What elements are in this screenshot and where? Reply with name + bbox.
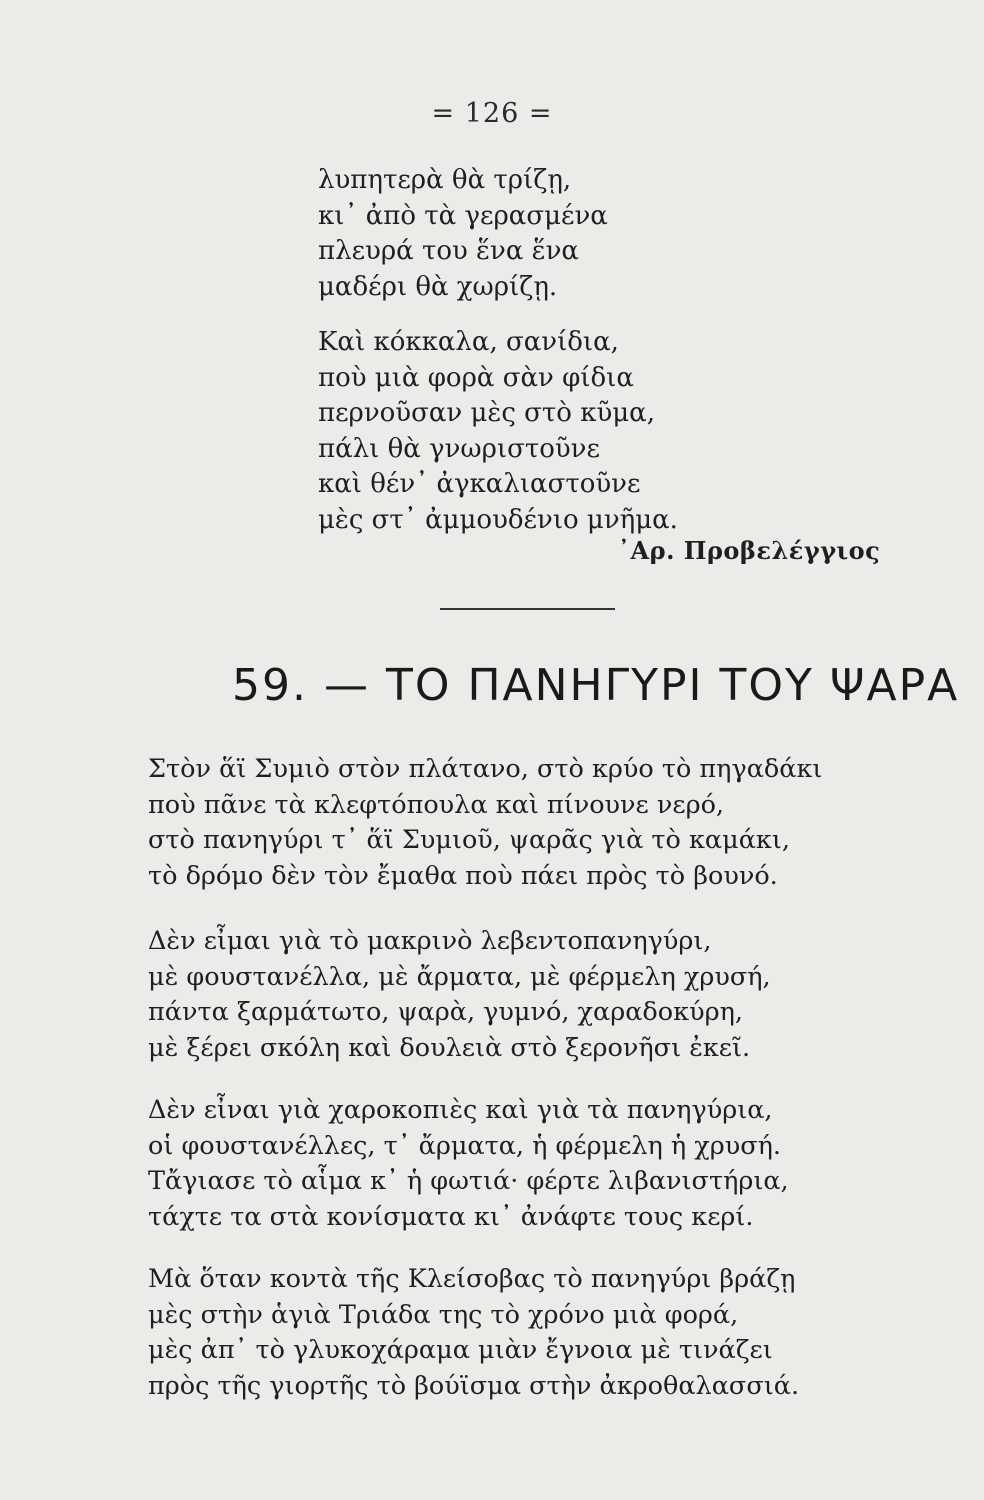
verse-line: μὲς στ᾿ ἀμμουδένιο μνῆμα. — [318, 504, 678, 535]
section-title: 59. — ΤΟ ΠΑΝΗΓΥΡΙ ΤΟΥ ΨΑΡΑ — [232, 660, 960, 711]
page-number: = 126 = — [431, 98, 553, 129]
verse-line: ποὺ μιὰ φορὰ σὰν φίδια — [318, 362, 634, 393]
verse-line: Καὶ κόκκαλα, σανίδια, — [318, 327, 619, 357]
verse-line: μὲ φουστανέλλα, μὲ ἄρματα, μὲ φέρμελη χρυσή, — [148, 961, 771, 992]
verse-line: πάλι θὰ γνωριστοῦνε — [318, 433, 600, 464]
verse-line: μὲ ξέρει σκόλη καὶ δουλειὰ στὸ ξερονῆσι ἐκεῖ. — [148, 1032, 751, 1063]
verse-line: στὸ πανηγύρι τ᾿ ἅϊ Συμιοῦ, ψαρᾶς γιὰ τὸ καμάκι, — [148, 825, 790, 855]
verse-line: Δὲν εἶμαι γιὰ τὸ μακρινὸ λεβεντοπανηγύρι, — [148, 926, 712, 956]
poem2-stanza-4 — [148, 1262, 799, 1404]
verse-line: μὲς στὴν ἁγιὰ Τριάδα της τὸ χρόνο μιὰ φορά, — [148, 1299, 739, 1330]
poem2-stanza-2 — [148, 924, 771, 1066]
verse-line: πάντα ξαρμάτωτο, ψαρὰ, γυμνό, χαραδοκύρη, — [148, 997, 743, 1027]
verse-line: μαδέρι θὰ χωρίζῃ. — [318, 271, 558, 302]
verse-line: καὶ θέν᾿ ἀγκαλιαστοῦνε — [318, 469, 641, 499]
verse-line: πρὸς τῆς γιορτῆς τὸ βούϊσμα στὴν ἀκροθαλασσιά. — [148, 1370, 800, 1401]
verse-line: κι᾿ ἀπὸ τὰ γερασμένα — [318, 200, 608, 231]
verse-line: ποὺ πᾶνε τὰ κλεφτόπουλα καὶ πίνουνε νερό, — [148, 789, 725, 820]
verse-line: τάχτε τα στὰ κονίσματα κι᾿ ἀνάφτε τους κερί. — [148, 1201, 754, 1232]
verse-line: Στὸν ἅϊ Συμιὸ στὸν πλάτανο, στὸ κρύο τὸ πηγαδάκι — [148, 754, 823, 784]
section-divider — [440, 608, 615, 610]
verse-line: Δὲν εἶναι γιὰ χαροκοπιὲς καὶ γιὰ τὰ πανηγύρια, — [148, 1095, 773, 1125]
verse-line: τὸ δρόμο δὲν τὸν ἔμαθα ποὺ πάει πρὸς τὸ βουνό. — [148, 860, 778, 891]
verse-line: Τἄγιασε τὸ αἷμα κ᾿ ἡ φωτιά· φέρτε λιβανιστήρια, — [148, 1166, 789, 1196]
verse-line: λυπητερὰ θὰ τρίζῃ, — [318, 165, 572, 195]
verse-line: μὲς ἀπ᾿ τὸ γλυκοχάραμα μιὰν ἔγνοια μὲ τινάζει — [148, 1335, 773, 1365]
poem1-stanza-1 — [318, 163, 608, 305]
poem2-stanza-3 — [148, 1093, 789, 1235]
poem1-stanza-2 — [318, 325, 678, 538]
poem2-stanza-1 — [148, 752, 822, 894]
verse-line: οἱ φουστανέλλες, τ᾿ ἄρματα, ἡ φέρμελη ἡ χρυσή. — [148, 1130, 782, 1161]
verse-line: Μὰ ὅταν κοντὰ τῆς Κλείσοβας τὸ πανηγύρι βράζῃ — [148, 1264, 796, 1294]
verse-line: περνοῦσαν μὲς στὸ κῦμα, — [318, 398, 655, 428]
poem-author-signature: ᾿Αρ. Προβελέγγιος — [618, 536, 881, 565]
verse-line: πλευρά του ἕνα ἕνα — [318, 236, 579, 266]
